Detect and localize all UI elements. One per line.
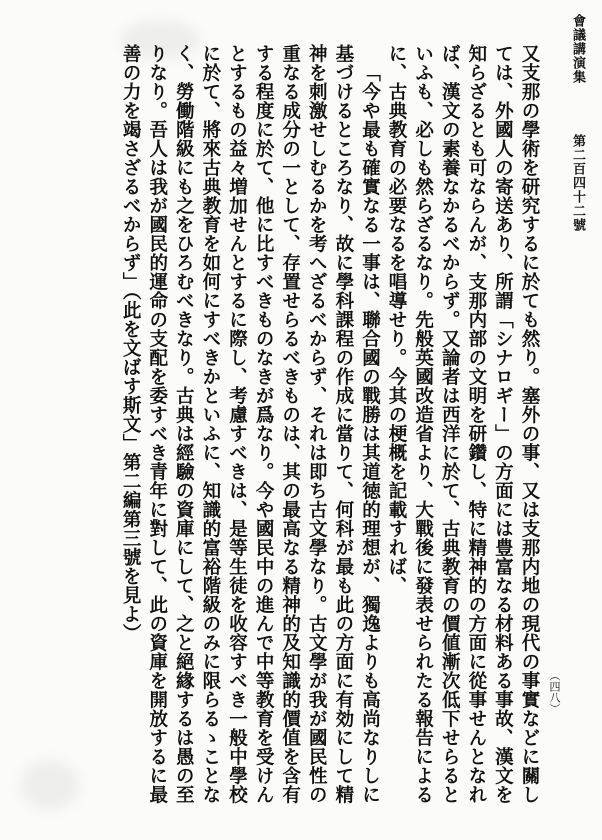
section-number: 第二百四十二號 <box>570 134 585 232</box>
series-title: 會議講演集 <box>570 14 585 84</box>
paragraph-2-quotation: 「今や最も確實なる一事は、聯合國の戰勝は其道徳的理想が、獨逸よりも高尚なりしに基づけるところなり、故に學科課程の作成に當りて、何科が最も此の方面に有効にして精神を刺激せしむるかを考へざるべからず、それは即ち古文學なり。古文學が我が國民性の重なる成分の一として、存置せらるべきものは、其の最高なる精神的及知識的價值を含有する程度に於て、他に比すべきものなきが爲なり。今や國民中の進んで中等教育を受けんとするもの益々増加せんとするに際し、考慮すべきは、是等生徒を收容すべき一般中學校に於て、將來古典教育を如何にすべきかといふに、知識的富裕階級のみに限らるゝことなく、勞働階級にも之をひろむべきなり。古典は經驗の資庫にして、之と絕緣するは愚の至りなり。吾人は我が國民的運命の支配を委すべき青年に對して、此の資庫を開放するに最善の力を竭さざるべからず」（此を文ばす斯文」第二編第三號を見よ） <box>120 44 381 804</box>
paragraph-1: 又支那の學術を研究するに於ても然り。塞外の事、又は支那内地の現代の事實などに關しては、外國人の寄送あり、所謂「シナロギー」の方面には豊富なる材料ある事故、漢文を知らざるとも可ならんが、支那内部の文明を研鑽し、特に精神的の方面に從事せんとなれば、漢文の素養なかるべからず。又論者は西洋に於て、古典教育の價値漸次低下せらるといふも、必しも然らざるなり。先般英國改造省より、大戰後に發表せられたる報告によるに、古典教育の必要なるを唱導せり。今其の梗概を記載すれば、 <box>386 44 540 804</box>
page-number: （四八） <box>548 670 561 714</box>
running-header <box>566 14 588 232</box>
body-text <box>42 44 542 814</box>
